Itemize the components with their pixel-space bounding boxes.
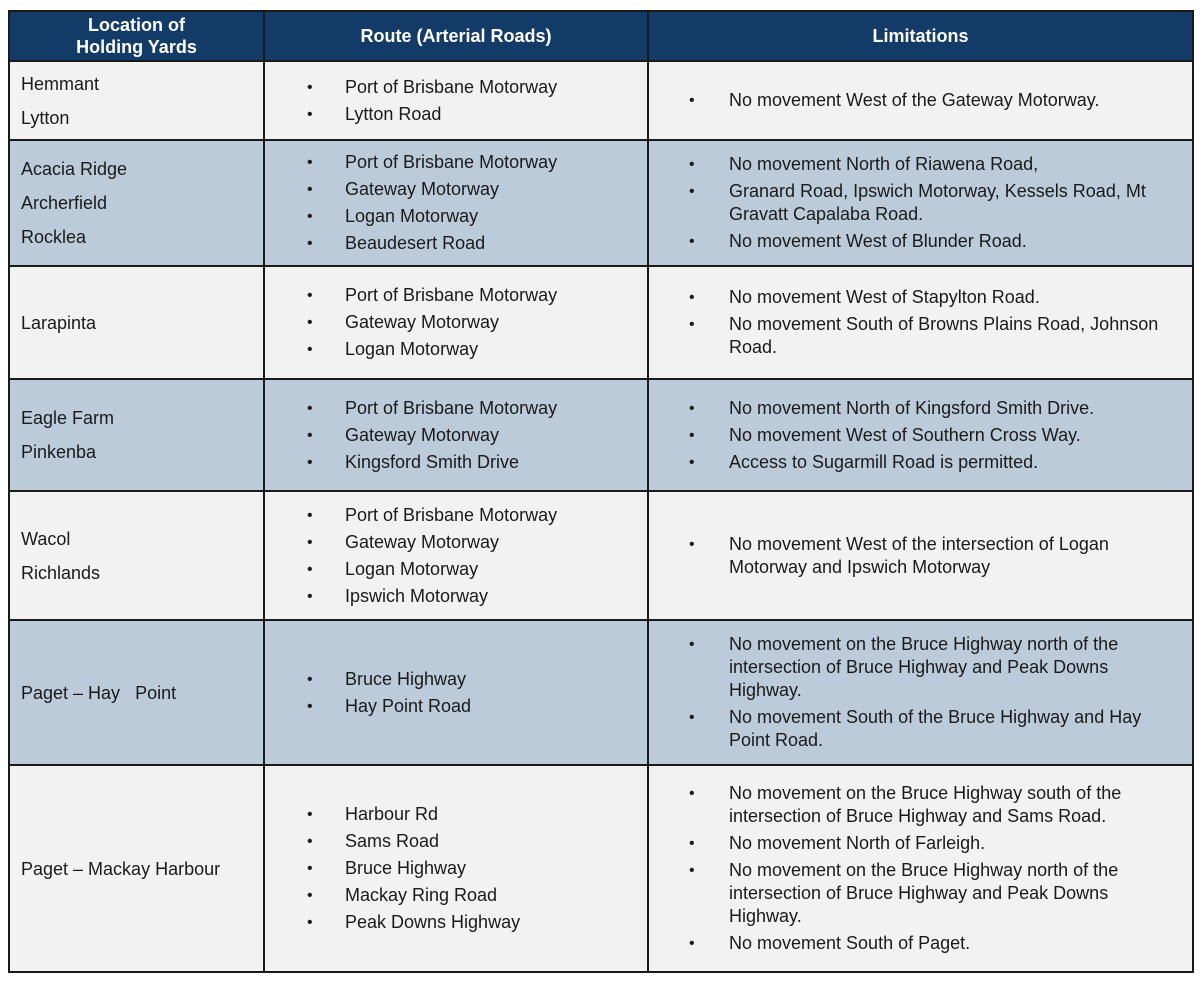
route-item-text: Kingsford Smith Drive <box>345 451 520 472</box>
location-cell <box>9 61 264 140</box>
limitation-item <box>649 424 1192 447</box>
route-item <box>265 695 647 718</box>
limitations-cell <box>648 491 1193 620</box>
bullet-icon: • <box>307 833 313 850</box>
route-list <box>265 504 647 608</box>
route-item <box>265 338 647 361</box>
bullet-icon: • <box>307 287 313 304</box>
limitation-item <box>649 230 1192 253</box>
bullet-icon: • <box>307 587 313 605</box>
route-item <box>265 424 647 447</box>
limitation-item-text: No movement West of Stapylton Road. <box>729 287 1040 307</box>
bullet-icon: • <box>689 862 695 879</box>
table-row <box>9 61 1193 140</box>
route-list <box>265 76 647 126</box>
table-row <box>9 765 1193 972</box>
table-header <box>9 11 1193 61</box>
bullet-icon: • <box>307 399 313 417</box>
bullet-icon: • <box>689 535 695 553</box>
limitation-item-text: No movement on the Bruce Highway south of the intersection of Bruce Highway and Sams Road. <box>729 783 1122 826</box>
route-list <box>265 284 647 361</box>
limitation-item-text: No movement on the Bruce Highway north of the intersection of Bruce Highway and Peak Downs Highway. <box>729 634 1119 700</box>
limitation-item-text: No movement on the Bruce Highway north of the intersection of Bruce Highway and Peak Downs Highway. <box>729 860 1119 926</box>
limitation-item <box>649 180 1192 226</box>
header-location-line: Location of <box>88 15 185 35</box>
limitations-cell <box>648 61 1193 140</box>
bullet-icon: • <box>307 887 313 904</box>
header-route: Route (Arterial Roads) <box>264 11 648 61</box>
bullet-icon: • <box>307 453 313 471</box>
route-item-text: Gateway Motorway <box>345 179 500 199</box>
limitation-item-text: Access to Sugarmill Road is permitted. <box>729 451 1039 472</box>
table-row <box>9 491 1193 620</box>
route-item <box>265 857 647 880</box>
limitations-list <box>649 153 1192 253</box>
route-cell <box>264 61 648 140</box>
bullet-icon: • <box>307 208 313 225</box>
route-item-text: Hay Point Road <box>345 695 472 716</box>
bullet-icon: • <box>307 560 313 578</box>
route-item-text: Port of Brisbane Motorway <box>345 285 558 305</box>
route-item <box>265 884 647 907</box>
route-item-text: Gateway Motorway <box>345 531 500 552</box>
bullet-icon: • <box>307 235 313 252</box>
route-item <box>265 531 647 554</box>
limitation-item <box>649 286 1192 309</box>
route-item <box>265 103 647 126</box>
limitation-item-text: No movement South of Paget. <box>729 933 971 953</box>
route-cell <box>264 379 648 491</box>
location-name: Acacia Ridge <box>21 159 128 179</box>
bullet-icon: • <box>307 426 313 444</box>
route-item-text: Beaudesert Road <box>345 233 486 253</box>
bullet-icon: • <box>307 78 313 96</box>
route-item <box>265 803 647 826</box>
bullet-icon: • <box>307 341 313 358</box>
route-cell <box>264 491 648 620</box>
route-item-text: Port of Brisbane Motorway <box>345 504 558 525</box>
header-location <box>9 11 264 61</box>
bullet-icon: • <box>307 697 313 715</box>
location-name: Wacol <box>21 528 71 549</box>
location-cell <box>9 140 264 266</box>
bullet-icon: • <box>307 314 313 331</box>
route-item <box>265 178 647 201</box>
limitation-item-text: No movement South of Browns Plains Road, Johnson Road. <box>729 314 1159 357</box>
limitations-list <box>649 286 1192 359</box>
bullet-icon: • <box>307 533 313 551</box>
route-item <box>265 311 647 334</box>
location-cell <box>9 620 264 765</box>
route-cell <box>264 620 648 765</box>
route-list <box>265 151 647 255</box>
limitation-item <box>649 533 1192 579</box>
limitation-item-text: No movement North of Riawena Road, <box>729 154 1039 174</box>
route-item <box>265 558 647 581</box>
route-list <box>265 397 647 474</box>
limitation-item-text: No movement North of Kingsford Smith Drive. <box>729 397 1095 418</box>
holding-yards-table <box>8 10 1194 973</box>
route-item <box>265 205 647 228</box>
limitation-item-text: No movement South of the Bruce Highway and Hay Point Road. <box>729 707 1142 750</box>
route-item <box>265 451 647 474</box>
location-name: Paget – Hay Point <box>21 682 177 703</box>
bullet-icon: • <box>689 183 695 200</box>
bullet-icon: • <box>689 92 695 109</box>
location-name: Rocklea <box>21 227 87 247</box>
bullet-icon: • <box>689 636 695 653</box>
route-item-text: Gateway Motorway <box>345 312 500 332</box>
limitations-list <box>649 633 1192 752</box>
route-item-text: Bruce Highway <box>345 858 467 878</box>
limitation-item <box>649 832 1192 855</box>
limitation-item-text: No movement West of Southern Cross Way. <box>729 424 1081 445</box>
limitation-item <box>649 451 1192 474</box>
location-name: Lytton <box>21 107 70 128</box>
location-name: Richlands <box>21 562 101 583</box>
limitations-list <box>649 782 1192 955</box>
route-item <box>265 830 647 853</box>
limitation-item-text: No movement West of Blunder Road. <box>729 231 1027 251</box>
bullet-icon: • <box>307 506 313 524</box>
bullet-icon: • <box>689 935 695 952</box>
route-item <box>265 504 647 527</box>
bullet-icon: • <box>307 105 313 123</box>
limitations-list <box>649 89 1192 112</box>
limitation-item <box>649 397 1192 420</box>
route-item-text: Sams Road <box>345 831 440 851</box>
bullet-icon: • <box>307 670 313 688</box>
location-name: Eagle Farm <box>21 408 115 428</box>
limitation-item <box>649 706 1192 752</box>
route-item-text: Port of Brisbane Motorway <box>345 76 558 97</box>
route-item <box>265 151 647 174</box>
location-cell <box>9 491 264 620</box>
route-item-text: Peak Downs Highway <box>345 912 521 932</box>
route-item <box>265 284 647 307</box>
bullet-icon: • <box>689 316 695 333</box>
header-row <box>9 11 1193 61</box>
table-row <box>9 620 1193 765</box>
limitations-cell <box>648 379 1193 491</box>
route-item <box>265 911 647 934</box>
header-limitations: Limitations <box>648 11 1193 61</box>
limitation-item <box>649 782 1192 828</box>
route-item <box>265 668 647 691</box>
route-item-text: Harbour Rd <box>345 804 439 824</box>
limitation-item-text: No movement North of Farleigh. <box>729 833 986 853</box>
location-name: Paget – Mackay Harbour <box>21 858 221 879</box>
limitations-cell <box>648 140 1193 266</box>
table-row <box>9 266 1193 379</box>
table-row <box>9 140 1193 266</box>
location-cell <box>9 379 264 491</box>
route-item <box>265 76 647 99</box>
bullet-icon: • <box>689 233 695 250</box>
bullet-icon: • <box>689 835 695 852</box>
route-cell <box>264 266 648 379</box>
route-item-text: Lytton Road <box>345 103 442 124</box>
bullet-icon: • <box>689 399 695 417</box>
route-cell <box>264 140 648 266</box>
route-item-text: Gateway Motorway <box>345 424 500 445</box>
route-item <box>265 232 647 255</box>
limitations-list <box>649 397 1192 474</box>
header-location-line: Holding Yards <box>76 37 197 57</box>
limitation-item <box>649 89 1192 112</box>
limitation-item-text: Granard Road, Ipswich Motorway, Kessels Road, Mt Gravatt Capalaba Road. <box>729 181 1146 224</box>
bullet-icon: • <box>689 289 695 306</box>
bullet-icon: • <box>689 426 695 444</box>
route-item-text: Bruce Highway <box>345 668 467 689</box>
limitations-cell <box>648 620 1193 765</box>
bullet-icon: • <box>307 914 313 931</box>
limitation-item-text: No movement West of the intersection of Logan Motorway and Ipswich Motorway <box>729 533 1109 577</box>
location-cell <box>9 266 264 379</box>
limitation-item <box>649 313 1192 359</box>
route-item-text: Logan Motorway <box>345 558 479 579</box>
location-name: Archerfield <box>21 193 108 213</box>
bullet-icon: • <box>689 709 695 726</box>
bullet-icon: • <box>689 453 695 471</box>
route-list <box>265 668 647 718</box>
limitation-item <box>649 859 1192 928</box>
route-cell <box>264 765 648 972</box>
location-name: Pinkenba <box>21 442 97 462</box>
bullet-icon: • <box>689 156 695 173</box>
limitation-item <box>649 932 1192 955</box>
bullet-icon: • <box>307 181 313 198</box>
route-item-text: Logan Motorway <box>345 206 479 226</box>
bullet-icon: • <box>307 154 313 171</box>
location-name: Larapinta <box>21 312 97 333</box>
route-item-text: Port of Brisbane Motorway <box>345 152 558 172</box>
limitation-item-text: No movement West of the Gateway Motorway. <box>729 90 1100 110</box>
limitations-cell <box>648 765 1193 972</box>
bullet-icon: • <box>307 860 313 877</box>
limitations-list <box>649 533 1192 579</box>
bullet-icon: • <box>689 785 695 802</box>
table-row <box>9 379 1193 491</box>
route-item <box>265 585 647 608</box>
route-item <box>265 397 647 420</box>
route-item-text: Mackay Ring Road <box>345 885 498 905</box>
limitations-cell <box>648 266 1193 379</box>
route-item-text: Port of Brisbane Motorway <box>345 397 558 418</box>
limitation-item <box>649 633 1192 702</box>
location-cell <box>9 765 264 972</box>
route-item-text: Ipswich Motorway <box>345 585 489 606</box>
bullet-icon: • <box>307 806 313 823</box>
route-list <box>265 803 647 934</box>
route-item-text: Logan Motorway <box>345 339 479 359</box>
limitation-item <box>649 153 1192 176</box>
table-body <box>9 61 1193 972</box>
location-name: Hemmant <box>21 73 100 94</box>
